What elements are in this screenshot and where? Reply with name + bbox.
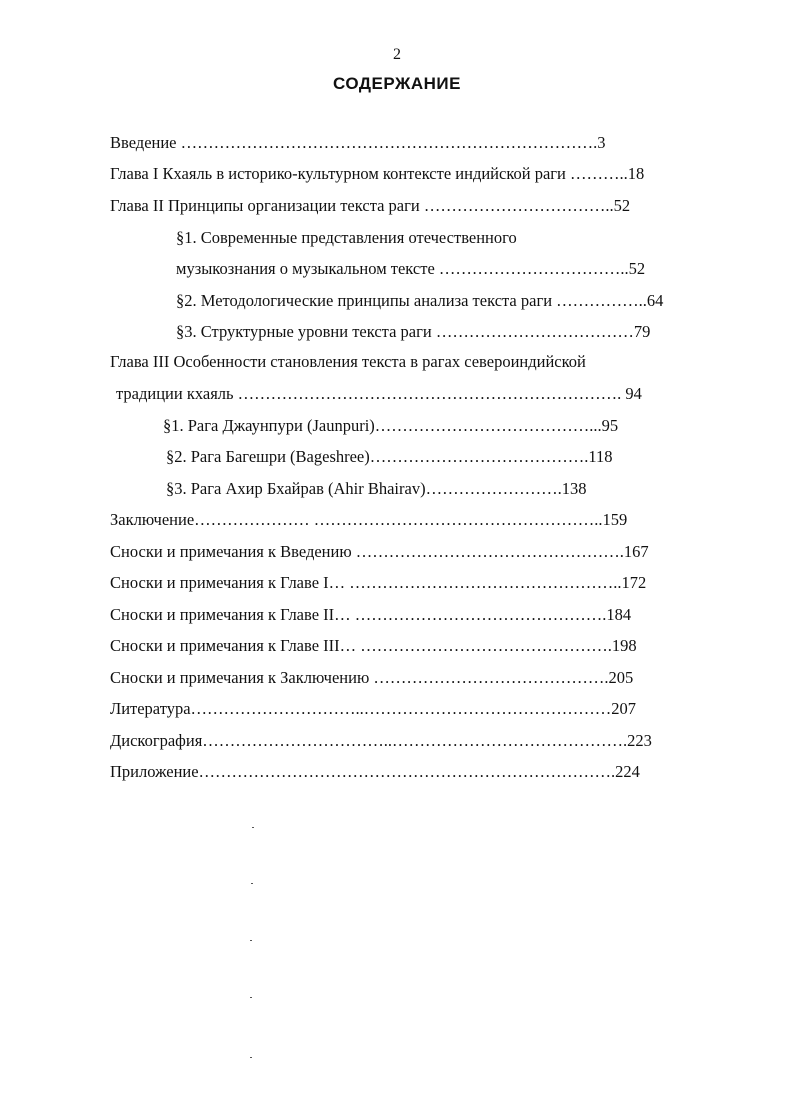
toc-entry-conclusion[interactable]: Заключение………………… ……………………………………………..159	[110, 510, 628, 529]
toc-entry-notes-conclusion[interactable]: Сноски и примечания к Заключению …………………………………….205	[110, 668, 634, 687]
scan-speck	[252, 827, 254, 828]
scan-speck	[250, 1057, 252, 1058]
scan-speck	[250, 997, 252, 998]
toc-entry-notes-chapter-1[interactable]: Сноски и примечания к Главе I… …………………………………………..172	[110, 573, 647, 592]
page-title: СОДЕРЖАНИЕ	[333, 74, 461, 93]
toc-entry-section-3-2[interactable]: §2. Рага Багешри (Bageshree)………………………………….118	[166, 447, 613, 466]
scan-speck	[251, 883, 253, 884]
toc-entry-section-2-1-line-1[interactable]: §1. Современные представления отечественного	[176, 228, 517, 247]
toc-entry-chapter-3-line-2[interactable]: традиции кхаяль ……………………………………………………………. 94	[116, 384, 642, 403]
toc-entry-appendix[interactable]: Приложение………………………………………………………………….224	[110, 762, 640, 781]
toc-entry-section-2-2[interactable]: §2. Методологические принципы анализа текста раги ……………..64	[176, 291, 664, 310]
toc-entry-chapter-1[interactable]: Глава I Кхаяль в историко-культурном контексте индийской раги ………..18	[110, 164, 645, 183]
toc-entry-literature[interactable]: Литература…………………………..………………………………………207	[110, 699, 637, 718]
toc-entry-chapter-2[interactable]: Глава II Принципы организации текста раги ……………………………..52	[110, 196, 631, 215]
toc-entry-notes-chapter-2[interactable]: Сноски и примечания к Главе II… ……………………………………….184	[110, 605, 632, 624]
scan-speck	[250, 940, 252, 941]
toc-entry-introduction[interactable]: Введение ………………………………………………………………….3	[110, 133, 606, 152]
toc-entry-section-3-3[interactable]: §3. Рага Ахир Бхайрав (Ahir Bhairav)…………………….138	[166, 479, 587, 498]
page-number: 2	[393, 46, 401, 63]
toc-entry-notes-introduction[interactable]: Сноски и примечания к Введению ………………………………………….167	[110, 542, 649, 561]
toc-entry-section-2-1-line-2[interactable]: музыкознания о музыкальном тексте ……………………………..52	[176, 259, 646, 278]
toc-entry-notes-chapter-3[interactable]: Сноски и примечания к Главе III… ……………………………………….198	[110, 636, 637, 655]
toc-entry-discography[interactable]: Дискография……………………………..…………………………………….223	[110, 731, 652, 750]
toc-entry-section-2-3[interactable]: §3. Структурные уровни текста раги ………………………………79	[176, 322, 651, 341]
toc-entry-chapter-3-line-1[interactable]: Глава III Особенности становления текста в рагах североиндийской	[110, 352, 586, 371]
toc-entry-section-3-1[interactable]: §1. Рага Джаунпури (Jaunpuri)…………………………………...95	[163, 416, 619, 435]
